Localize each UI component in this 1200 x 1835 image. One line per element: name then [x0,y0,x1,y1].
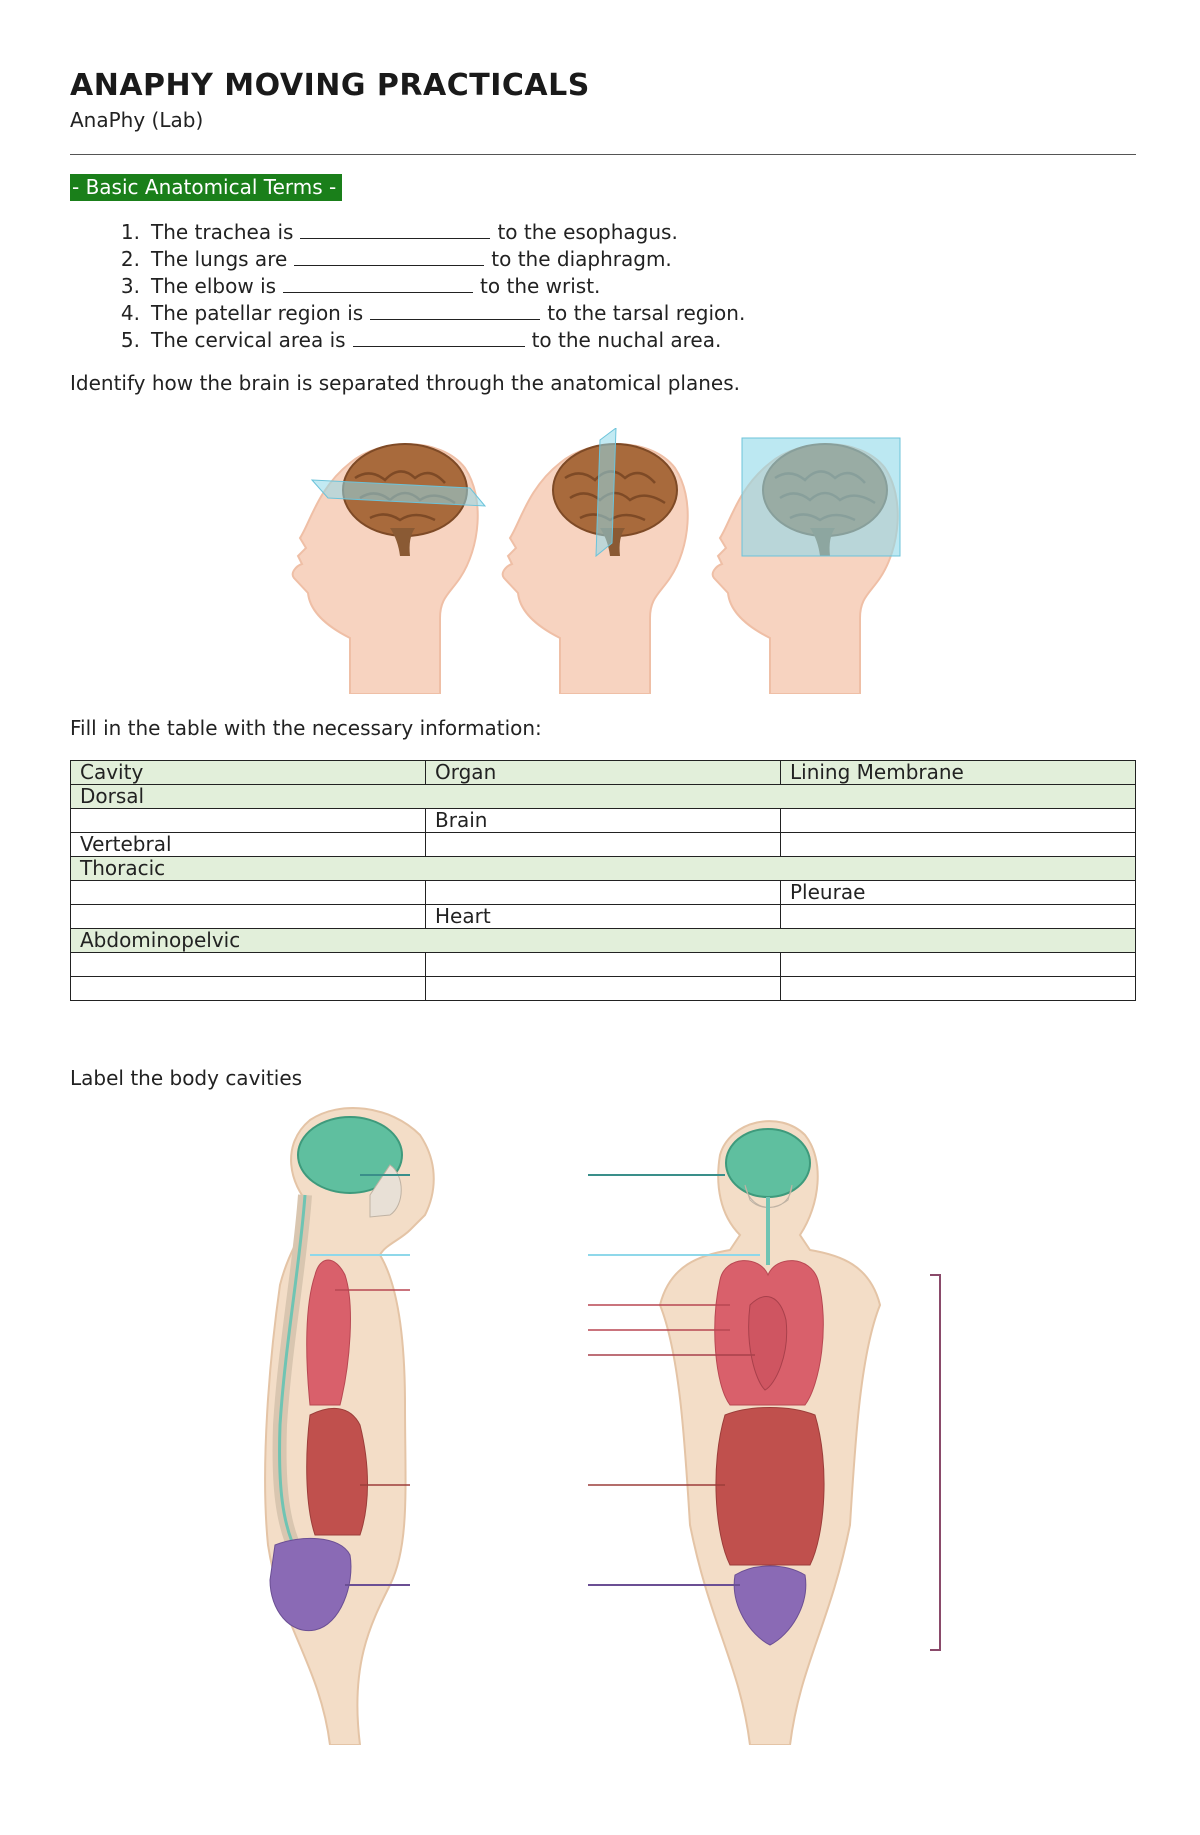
table-cell[interactable] [426,977,781,1001]
question-item [100,300,745,327]
table-row [71,977,1136,1001]
question-text-after: to the diaphragm. [491,247,672,271]
body-cavities-illustration [220,1105,980,1745]
question-number: 5. [120,328,140,352]
table-cell[interactable] [781,953,1136,977]
table-cell[interactable] [426,833,781,857]
table-row [71,905,1136,929]
question-text-before: The trachea is [151,220,294,244]
head-transverse-plane [293,444,485,694]
answer-blank[interactable] [294,246,484,266]
table-cell[interactable] [781,833,1136,857]
table-cell[interactable] [71,905,426,929]
question-item [100,273,745,300]
table-header: Cavity [71,761,426,785]
side-view-body [265,1108,434,1745]
question-list [100,219,745,354]
front-view-body [588,1121,940,1745]
table-cell[interactable] [71,881,426,905]
question-text-before: The elbow is [151,274,277,298]
table-row [71,833,1136,857]
table-group-row [71,857,1136,881]
question-text-after: to the esophagus. [497,220,678,244]
answer-blank[interactable] [353,327,525,347]
head-frontal-plane [503,428,688,694]
table-cell[interactable]: Brain [426,809,781,833]
question-text-after: to the nuchal area. [531,328,722,352]
document-title: ANAPHY MOVING PRACTICALS [70,68,590,103]
table-cell[interactable] [426,953,781,977]
table-cell[interactable] [71,809,426,833]
table-cell[interactable] [71,953,426,977]
brain-planes-instruction: Identify how the brain is separated through the anatomical planes. [70,371,740,395]
table-group-row [71,929,1136,953]
question-item [100,219,745,246]
answer-blank[interactable] [300,219,490,239]
answer-blank[interactable] [283,273,473,293]
table-row [71,809,1136,833]
answer-blank[interactable] [370,300,540,320]
table-cell[interactable]: Vertebral [71,833,426,857]
question-text-before: The lungs are [151,247,288,271]
question-text-before: The cervical area is [151,328,346,352]
question-text-before: The patellar region is [151,301,364,325]
question-text-after: to the wrist. [480,274,601,298]
table-cell[interactable]: Heart [426,905,781,929]
table-row [71,881,1136,905]
table-group-row [71,785,1136,809]
question-number: 3. [120,274,140,298]
cavities-instruction: Label the body cavities [70,1066,303,1090]
table-header: Lining Membrane [781,761,1136,785]
question-item [100,246,745,273]
table-cell[interactable]: Pleurae [781,881,1136,905]
question-item [100,327,745,354]
question-number: 2. [120,247,140,271]
cavity-table [70,760,1136,1001]
table-cell[interactable] [781,905,1136,929]
table-cell: Dorsal [71,785,1136,809]
table-cell: Thoracic [71,857,1136,881]
question-text-after: to the tarsal region. [547,301,746,325]
question-number: 4. [120,301,140,325]
header-divider [70,154,1136,155]
table-cell[interactable] [426,881,781,905]
document-subtitle: AnaPhy (Lab) [70,108,204,132]
head-sagittal-plane [713,438,900,694]
table-cell: Abdominopelvic [71,929,1136,953]
table-cell[interactable] [71,977,426,1001]
table-header: Organ [426,761,781,785]
section-heading: - Basic Anatomical Terms - [70,174,342,201]
table-row [71,953,1136,977]
table-cell[interactable] [781,977,1136,1001]
question-number: 1. [120,220,140,244]
table-instruction: Fill in the table with the necessary information: [70,716,542,740]
table-cell[interactable] [781,809,1136,833]
table-header-row [71,761,1136,785]
brain-planes-illustration [290,428,920,694]
